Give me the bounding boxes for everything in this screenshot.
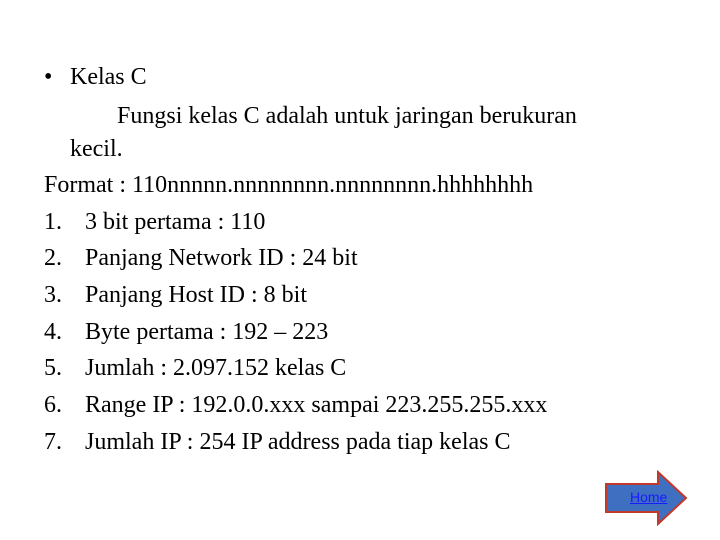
list-item-text: Panjang Network ID : 24 bit — [85, 245, 358, 271]
list-item-text: 3 bit pertama : 110 — [85, 209, 266, 235]
home-button[interactable] — [604, 470, 688, 526]
list-item-text: Jumlah IP : 254 IP address pada tiap kelas C — [85, 429, 511, 455]
bullet-dot: • — [44, 64, 53, 90]
description-line-2: kecil. — [70, 136, 123, 162]
list-item-text: Panjang Host ID : 8 bit — [85, 282, 307, 308]
list-item-number: 3. — [44, 282, 62, 308]
list-item-text: Byte pertama : 192 – 223 — [85, 319, 329, 345]
slide-heading: Kelas C — [70, 64, 147, 90]
home-link[interactable]: Home — [630, 489, 668, 505]
list-item-number: 7. — [44, 429, 62, 455]
list-item-text: Jumlah : 2.097.152 kelas C — [85, 355, 347, 381]
list-item-number: 2. — [44, 245, 62, 271]
list-item-number: 4. — [44, 319, 62, 345]
description-line-1: Fungsi kelas C adalah untuk jaringan berukuran — [117, 103, 577, 129]
list-item-number: 5. — [44, 355, 62, 381]
list-item-number: 1. — [44, 209, 62, 235]
list-item-text: Range IP : 192.0.0.xxx sampai 223.255.255.xxx — [85, 392, 548, 418]
format-line: Format : 110nnnnn.nnnnnnnn.nnnnnnnn.hhhhhhhh — [44, 172, 534, 198]
list-item-number: 6. — [44, 392, 62, 418]
